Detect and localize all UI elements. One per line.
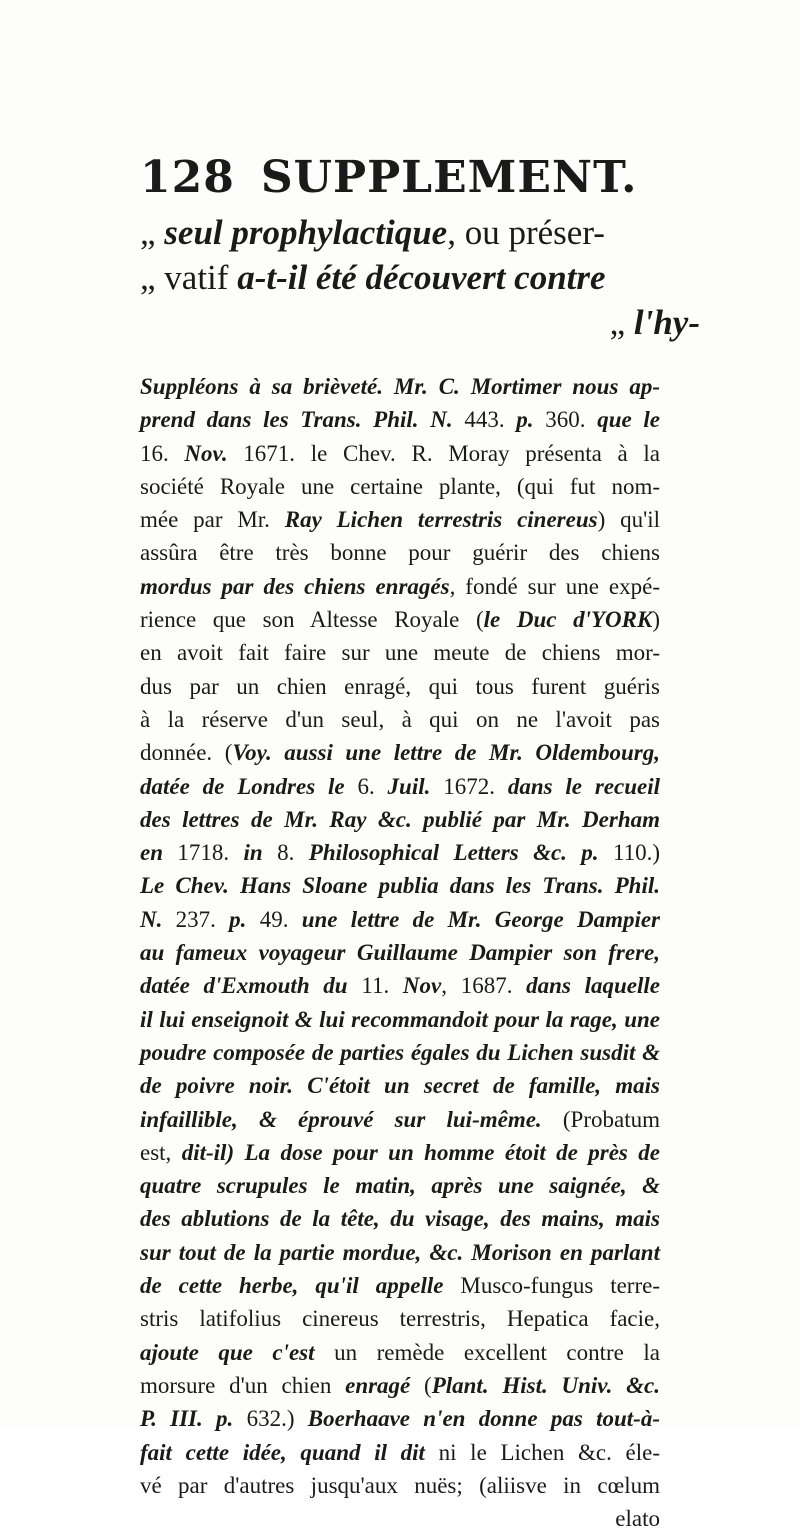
italic-text-run: des ablutions de la tête, du visage, des mains, mais xyxy=(140,1206,660,1232)
italic-text-run: datée d'Exmouth du xyxy=(140,973,348,999)
text-run: mée par Mr. xyxy=(140,507,285,533)
text-run: ni le Lichen &c. éle- xyxy=(424,1439,660,1465)
running-title: SUPPLEMENT. xyxy=(260,152,638,203)
italic-text-run: in xyxy=(243,840,263,866)
italic-text-run: dit-il) La dose pour un homme étoit de près de xyxy=(181,1139,660,1165)
quote-line xyxy=(140,210,700,255)
text-run: morsure d'un chien xyxy=(140,1372,346,1398)
italic-text-run: que le xyxy=(597,407,660,433)
italic-text-run: en xyxy=(140,840,163,866)
italic-text-run: il lui enseignoit & lui recommandoit pour la rage, une xyxy=(140,1006,660,1032)
text-line xyxy=(140,1169,660,1202)
italic-text-run: des lettres de Mr. Ray &c. publié par Mr. Derham xyxy=(140,806,660,832)
text-line xyxy=(140,1369,660,1402)
quote-line xyxy=(140,300,700,345)
italic-text-run: Ray Lichen terrestris cinereus xyxy=(284,507,598,533)
italic-text-run: p. xyxy=(516,407,534,433)
italic-text-run: prend dans les Trans. Phil. N. xyxy=(140,407,453,433)
text-run: „ vatif xyxy=(140,258,238,297)
text-run: société Royale une certaine plante, (qui fut nom- xyxy=(140,473,660,499)
italic-text-run: a-t-il été découvert contre xyxy=(237,258,606,297)
italic-text-run: enragé xyxy=(345,1372,411,1398)
text-run: 360. xyxy=(533,407,598,433)
text-run: rience que son Altesse Royale ( xyxy=(140,607,484,633)
italic-text-run: l'hy- xyxy=(633,303,700,342)
text-line xyxy=(140,1436,660,1469)
text-line xyxy=(140,1003,660,1036)
text-run: donnée. ( xyxy=(140,740,233,766)
text-run: 1671. le Chev. R. Moray présenta à la xyxy=(227,440,660,466)
text-line xyxy=(140,437,660,470)
text-line xyxy=(140,370,660,403)
text-run: elato xyxy=(615,1506,660,1532)
body-paragraph xyxy=(140,370,660,1535)
text-line xyxy=(140,836,660,869)
text-line xyxy=(140,1069,660,1102)
text-run: Musco-fungus terre- xyxy=(443,1273,660,1299)
text-run: à la réserve d'un seul, à qui on ne l'avoit pas xyxy=(140,706,660,732)
italic-text-run: ajoute que c'est xyxy=(140,1339,315,1365)
text-line xyxy=(140,1269,660,1302)
italic-text-run: de cette herbe, qu'il appelle xyxy=(140,1273,444,1299)
text-line xyxy=(140,1302,660,1335)
quote-line xyxy=(140,255,700,300)
italic-text-run: mordus par des chiens enragés xyxy=(140,573,450,599)
text-run: 16. xyxy=(140,440,185,466)
text-run: 237. xyxy=(162,906,230,932)
text-run: 1718. xyxy=(163,840,244,866)
text-line xyxy=(140,703,660,736)
italic-text-run: p. xyxy=(229,906,247,932)
italic-text-run: Plant. Hist. Univ. &c. xyxy=(431,1372,660,1398)
text-run: est, xyxy=(140,1139,182,1165)
italic-text-run: quatre scrupules le matin, après une saignée, & xyxy=(140,1173,660,1199)
italic-text-run: Juil. xyxy=(387,773,431,799)
text-run: , 1687. xyxy=(441,973,527,999)
text-line xyxy=(140,470,660,503)
text-run: „ xyxy=(140,213,165,252)
italic-text-run: sur tout de la partie mordue, &c. Morison en parlant xyxy=(140,1239,660,1265)
text-run: 8. xyxy=(262,840,309,866)
italic-text-run: Suppléons à sa brièveté. Mr. C. Mortimer nous ap- xyxy=(140,374,660,399)
text-line xyxy=(140,570,660,603)
italic-text-run: datée de Londres le xyxy=(140,773,345,799)
text-line xyxy=(140,1036,660,1069)
text-run: 632.) xyxy=(233,1406,308,1432)
italic-text-run: P. III. p. xyxy=(140,1406,234,1432)
italic-text-run: au fameux voyageur Guillaume Dampier son frere, xyxy=(140,940,660,966)
text-line xyxy=(140,1136,660,1169)
text-line xyxy=(140,603,660,636)
text-run: ( xyxy=(410,1372,432,1398)
italic-text-run: le Duc d'YORK xyxy=(483,607,653,633)
text-line xyxy=(140,803,660,836)
text-line xyxy=(140,1502,660,1535)
text-run: 11. xyxy=(347,973,403,999)
text-line xyxy=(140,770,660,803)
text-line xyxy=(140,403,660,436)
italic-text-run: Boerhaave n'en donne pas tout-à- xyxy=(307,1406,660,1432)
text-line xyxy=(140,1202,660,1235)
page-number: 128 xyxy=(140,152,235,203)
italic-text-run: Le Chev. Hans Sloane publia dans les Trans. Phil. xyxy=(140,873,660,899)
text-run: 6. xyxy=(344,773,388,799)
text-run: 110.) xyxy=(598,840,661,866)
text-run: (Probatum xyxy=(541,1106,660,1132)
text-line xyxy=(140,869,660,902)
text-line xyxy=(140,1469,660,1502)
text-line xyxy=(140,936,660,969)
text-line xyxy=(140,1336,660,1369)
italic-text-run: seul prophylactique xyxy=(164,213,448,252)
italic-text-run: de poivre noir. C'étoit un secret de famille, mais xyxy=(140,1073,660,1099)
italic-text-run: dans laquelle xyxy=(526,973,660,999)
text-run: 1672. xyxy=(430,773,508,799)
text-line xyxy=(140,736,660,769)
quoted-passage xyxy=(140,210,700,345)
text-line xyxy=(140,1103,660,1136)
italic-text-run: Voy. aussi une lettre de Mr. Oldembourg, xyxy=(232,740,660,766)
text-line xyxy=(140,636,660,669)
text-line xyxy=(140,1402,660,1435)
text-line xyxy=(140,903,660,936)
text-run: „ xyxy=(609,303,634,342)
text-line xyxy=(140,969,660,1002)
text-run: , fondé sur une expé- xyxy=(449,573,660,599)
italic-text-run: dans le recueil xyxy=(507,773,660,799)
text-run: un remède excellent contre la xyxy=(314,1339,660,1365)
text-line xyxy=(140,670,660,703)
text-run: ) qu'il xyxy=(597,507,660,533)
italic-text-run: Nov xyxy=(402,973,442,999)
text-run: vé par d'autres jusqu'aux nuës; (aliisve in cœlum xyxy=(140,1472,660,1498)
italic-text-run: une lettre de Mr. George Dampier xyxy=(301,906,661,932)
italic-text-run: Nov. xyxy=(184,440,228,466)
text-run: 49. xyxy=(246,906,302,932)
text-line xyxy=(140,536,660,569)
italic-text-run: Philosophical Letters &c. p. xyxy=(308,840,599,866)
text-line xyxy=(140,503,660,536)
text-run: dus par un chien enragé, qui tous furent guéris xyxy=(140,673,660,699)
italic-text-run: fait cette idée, quand il dit xyxy=(140,1439,425,1465)
running-header xyxy=(140,152,700,203)
text-line xyxy=(140,1236,660,1269)
text-run: assûra être très bonne pour guérir des chiens xyxy=(140,540,660,566)
text-run: 443. xyxy=(452,407,517,433)
italic-text-run: poudre composée de parties égales du Lichen susdit & xyxy=(140,1039,660,1065)
text-run: stris latifolius cinereus terrestris, Hepatica facie, xyxy=(140,1306,660,1332)
italic-text-run: infaillible, & éprouvé sur lui-même. xyxy=(140,1106,542,1132)
italic-text-run: N. xyxy=(140,906,163,932)
text-run: en avoit fait faire sur une meute de chiens mor- xyxy=(140,640,660,666)
text-run: , ou préser- xyxy=(447,213,605,252)
text-run: ) xyxy=(652,607,660,633)
